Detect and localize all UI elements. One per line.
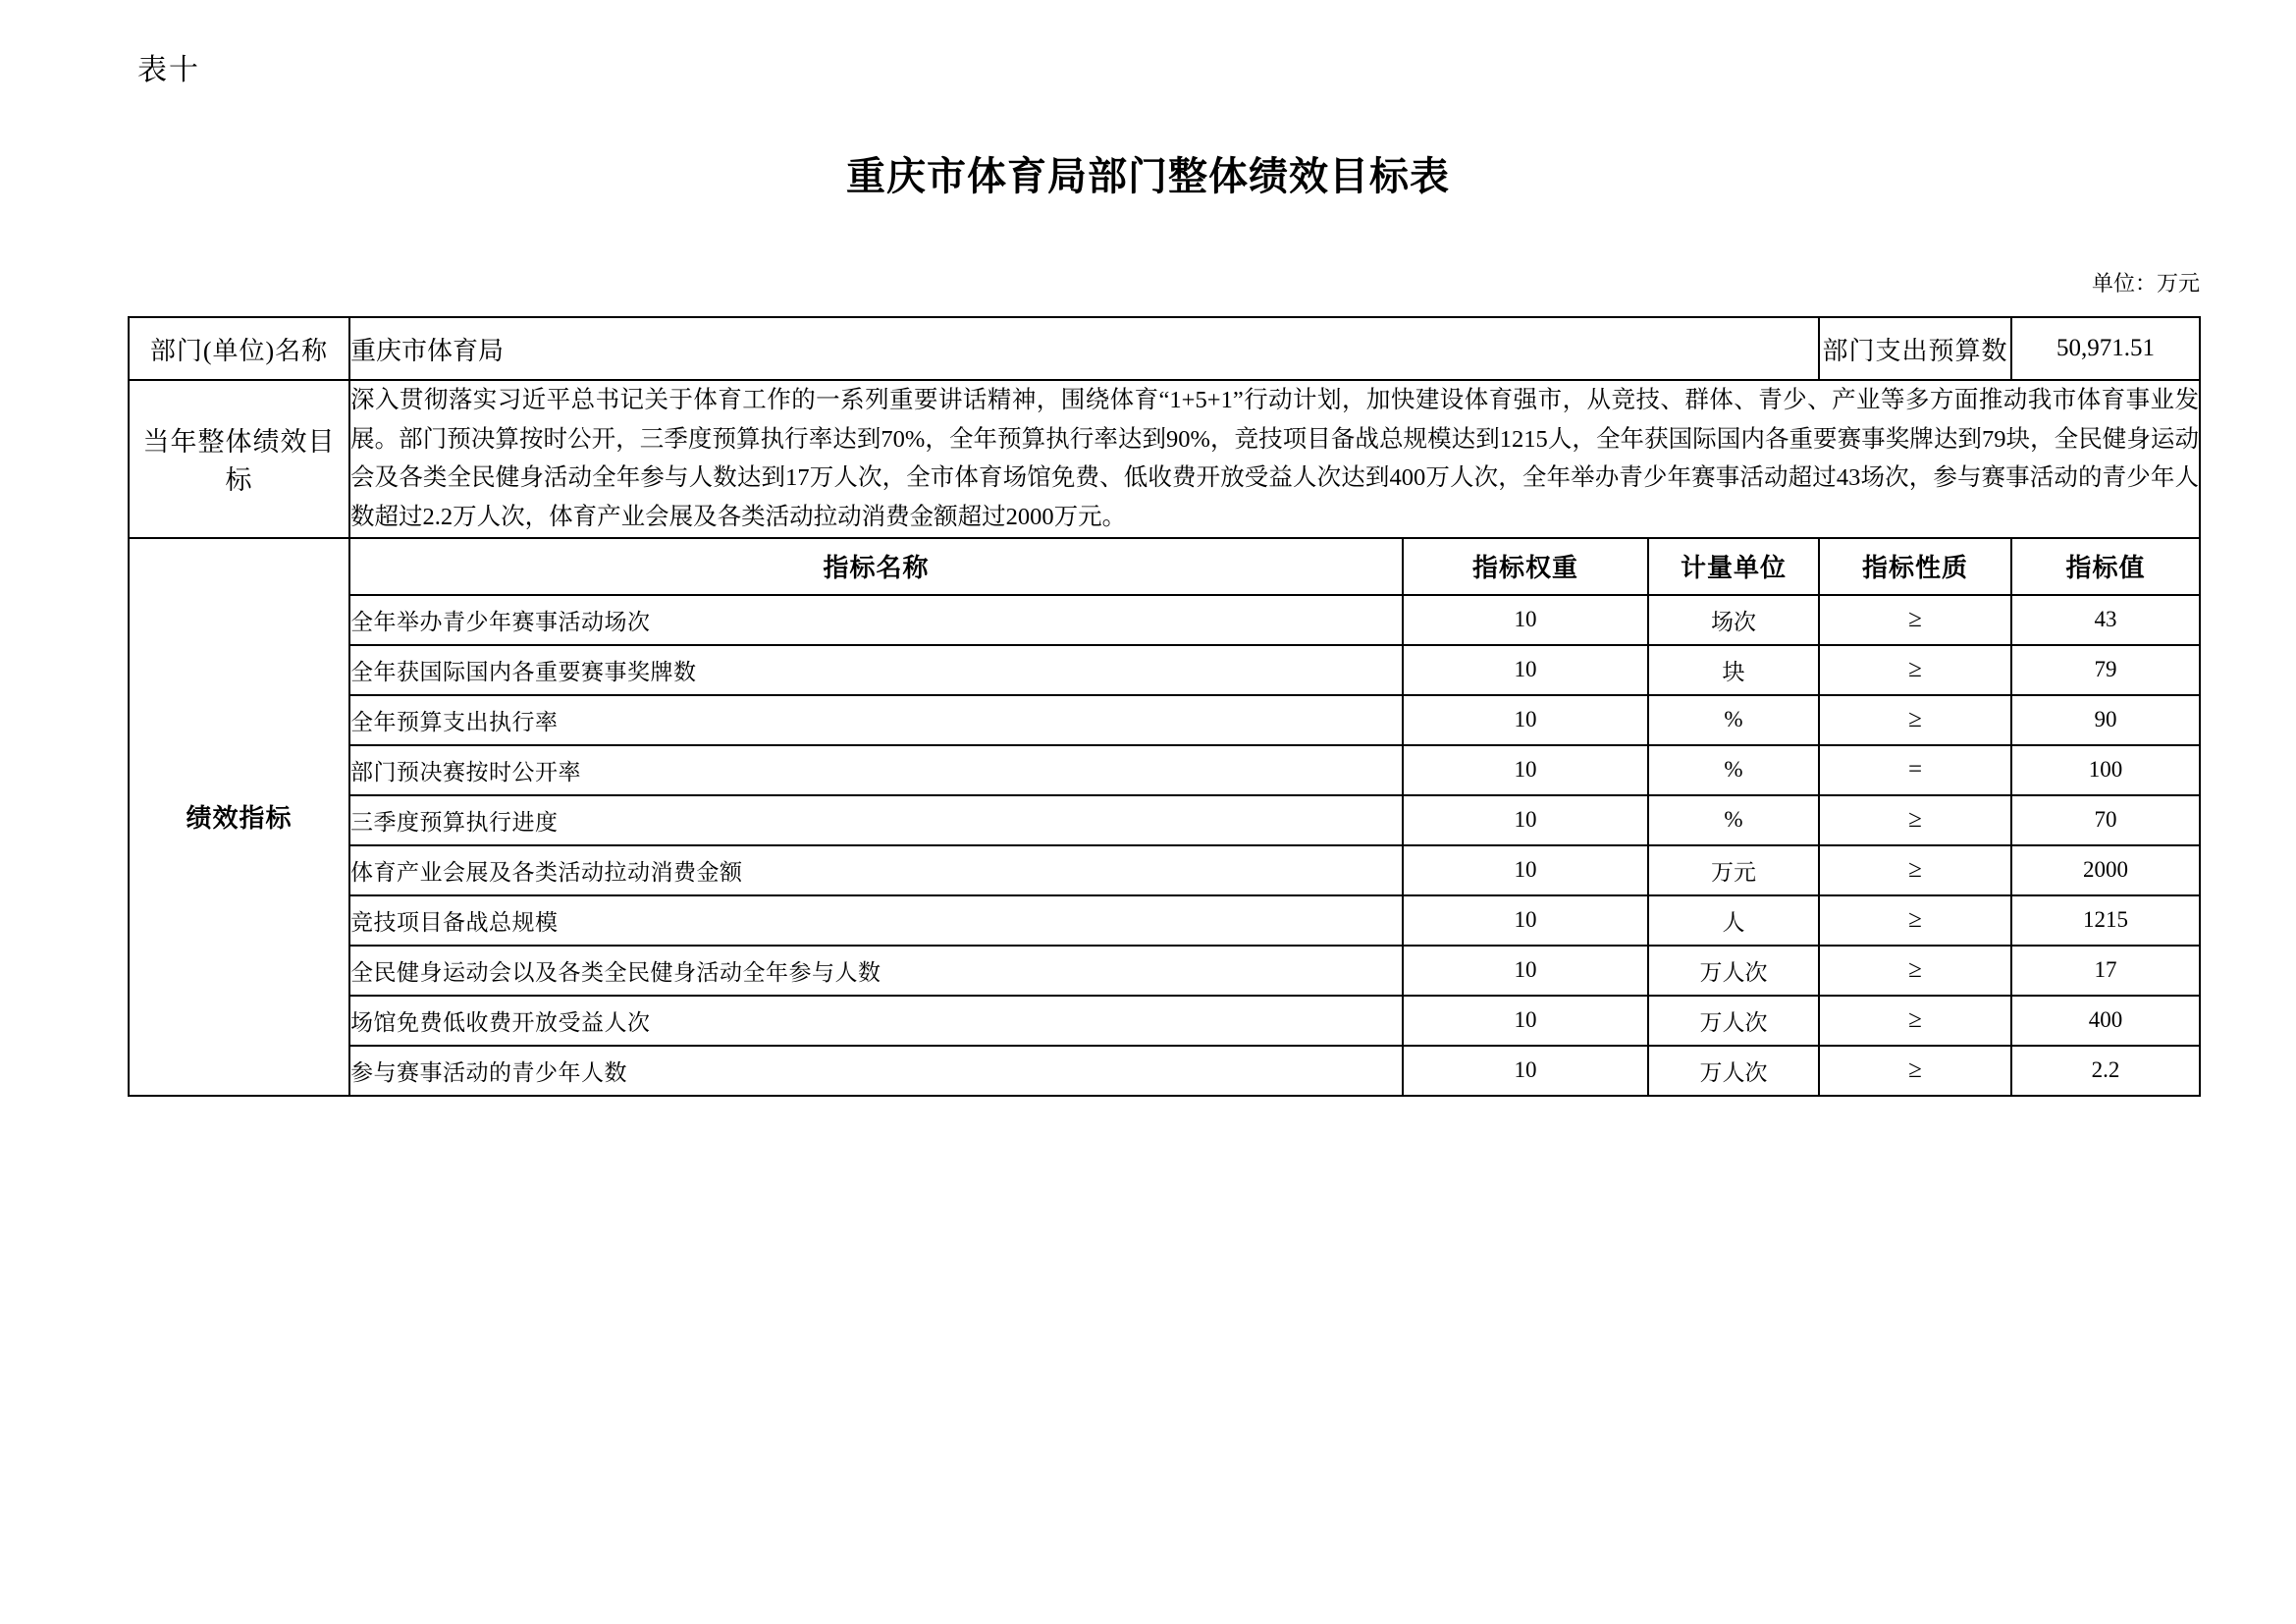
kpi-unit: 人 — [1648, 895, 1819, 946]
kpi-section-label: 绩效指标 — [129, 538, 349, 1096]
table-row — [129, 845, 2200, 895]
kpi-value: 43 — [2011, 595, 2200, 645]
kpi-name: 三季度预算执行进度 — [349, 795, 1403, 845]
kpi-name: 场馆免费低收费开放受益人次 — [349, 996, 1403, 1046]
department-name-value: 重庆市体育局 — [349, 317, 1819, 380]
kpi-header-weight: 指标权重 — [1403, 538, 1648, 595]
kpi-weight: 10 — [1403, 695, 1648, 745]
annual-goal-text: 深入贯彻落实习近平总书记关于体育工作的一系列重要讲话精神，围绕体育“1+5+1”行动计划，加快建设体育强市，从竞技、群体、青少、产业等多方面推动我市体育事业发展。部门预决算按时公开，三季度预算执行率达到70%，全年预算执行率达到90%，竞技项目备战总规模达到1215人，全年获国际国内各重要赛事奖牌达到79块，全民健身运动会及各类全民健身活动全年参与人数达到17万人次，全市体育场馆免费、低收费开放受益人次达到400万人次，全年举办青少年赛事活动超过43场次，参与赛事活动的青少年人数超过2.2万人次，体育产业会展及各类活动拉动消费金额超过2000万元。 — [349, 380, 2200, 538]
sheet-label: 表十 — [137, 54, 200, 86]
kpi-name: 部门预决赛按时公开率 — [349, 745, 1403, 795]
department-name-label: 部门(单位)名称 — [129, 317, 349, 380]
kpi-header-name: 指标名称 — [349, 538, 1403, 595]
table-row — [129, 695, 2200, 745]
kpi-weight: 10 — [1403, 845, 1648, 895]
kpi-unit: 万人次 — [1648, 1046, 1819, 1096]
kpi-name: 全年获国际国内各重要赛事奖牌数 — [349, 645, 1403, 695]
budget-amount-label: 部门支出预算数 — [1819, 317, 2011, 380]
kpi-weight: 10 — [1403, 1046, 1648, 1096]
kpi-nature: ≥ — [1819, 996, 2011, 1046]
kpi-nature: = — [1819, 745, 2011, 795]
table-row-department — [129, 317, 2200, 380]
performance-goal-table — [128, 316, 2201, 1097]
kpi-name: 参与赛事活动的青少年人数 — [349, 1046, 1403, 1096]
kpi-header-value: 指标值 — [2011, 538, 2200, 595]
kpi-unit: % — [1648, 795, 1819, 845]
table-row — [129, 996, 2200, 1046]
kpi-unit: 场次 — [1648, 595, 1819, 645]
kpi-value: 1215 — [2011, 895, 2200, 946]
annual-goal-label: 当年整体绩效目标 — [129, 380, 349, 538]
table-row — [129, 795, 2200, 845]
kpi-unit: 万元 — [1648, 845, 1819, 895]
kpi-nature: ≥ — [1819, 946, 2011, 996]
kpi-value: 90 — [2011, 695, 2200, 745]
kpi-nature: ≥ — [1819, 645, 2011, 695]
kpi-value: 79 — [2011, 645, 2200, 695]
kpi-nature: ≥ — [1819, 845, 2011, 895]
kpi-nature: ≥ — [1819, 795, 2011, 845]
kpi-value: 70 — [2011, 795, 2200, 845]
kpi-name: 体育产业会展及各类活动拉动消费金额 — [349, 845, 1403, 895]
kpi-nature: ≥ — [1819, 895, 2011, 946]
kpi-name: 全民健身运动会以及各类全民健身活动全年参与人数 — [349, 946, 1403, 996]
unit-note: 单位：万元 — [2091, 271, 2200, 296]
kpi-nature: ≥ — [1819, 1046, 2011, 1096]
kpi-header-unit: 计量单位 — [1648, 538, 1819, 595]
table-row — [129, 946, 2200, 996]
page-title: 重庆市体育局部门整体绩效目标表 — [846, 154, 1450, 198]
kpi-weight: 10 — [1403, 595, 1648, 645]
kpi-weight: 10 — [1403, 795, 1648, 845]
table-row — [129, 595, 2200, 645]
kpi-unit: % — [1648, 745, 1819, 795]
kpi-unit: 万人次 — [1648, 996, 1819, 1046]
kpi-value: 100 — [2011, 745, 2200, 795]
kpi-unit: % — [1648, 695, 1819, 745]
kpi-weight: 10 — [1403, 996, 1648, 1046]
kpi-weight: 10 — [1403, 745, 1648, 795]
table-row-annual-goal — [129, 380, 2200, 538]
kpi-value: 400 — [2011, 996, 2200, 1046]
kpi-name: 全年预算支出执行率 — [349, 695, 1403, 745]
kpi-weight: 10 — [1403, 946, 1648, 996]
table-row — [129, 895, 2200, 946]
kpi-name: 全年举办青少年赛事活动场次 — [349, 595, 1403, 645]
kpi-nature: ≥ — [1819, 595, 2011, 645]
kpi-unit: 万人次 — [1648, 946, 1819, 996]
kpi-unit: 块 — [1648, 645, 1819, 695]
table-row — [129, 1046, 2200, 1096]
table-row-kpi-header — [129, 538, 2200, 595]
kpi-weight: 10 — [1403, 895, 1648, 946]
kpi-nature: ≥ — [1819, 695, 2011, 745]
budget-amount-value: 50,971.51 — [2011, 317, 2200, 380]
kpi-value: 17 — [2011, 946, 2200, 996]
table-row — [129, 645, 2200, 695]
kpi-header-nature: 指标性质 — [1819, 538, 2011, 595]
kpi-name: 竞技项目备战总规模 — [349, 895, 1403, 946]
kpi-value: 2.2 — [2011, 1046, 2200, 1096]
table-row — [129, 745, 2200, 795]
kpi-weight: 10 — [1403, 645, 1648, 695]
kpi-value: 2000 — [2011, 845, 2200, 895]
